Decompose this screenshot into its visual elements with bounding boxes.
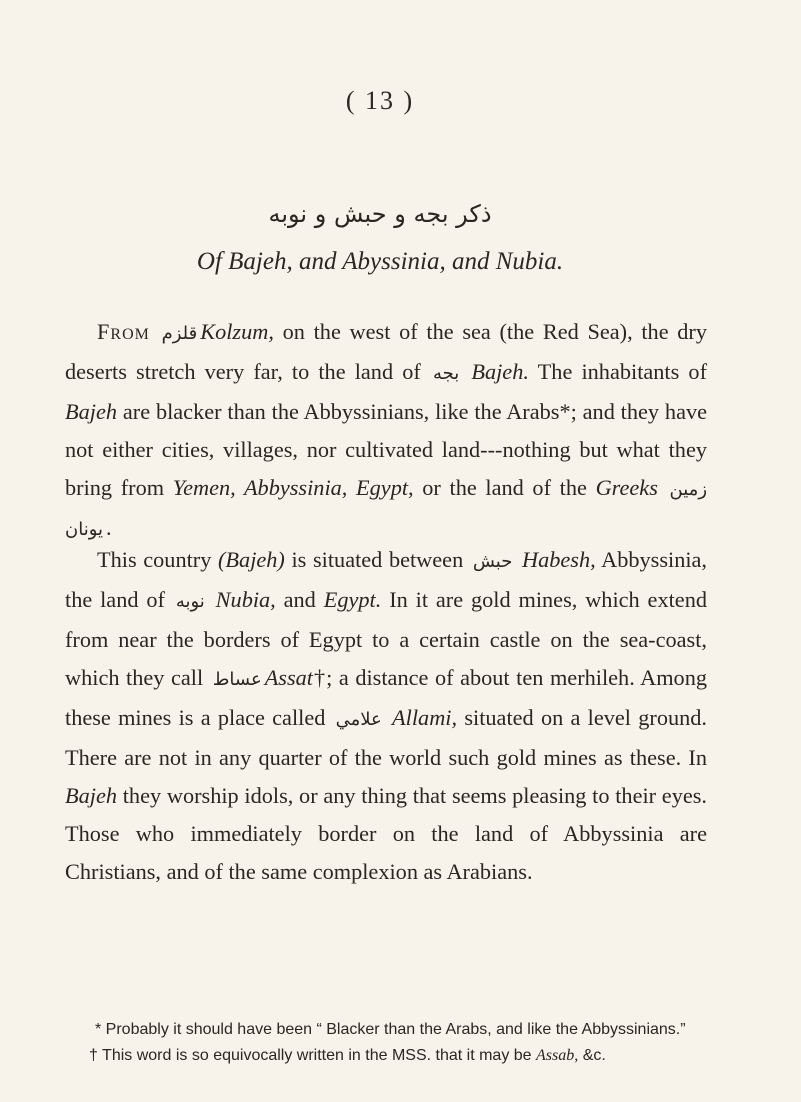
footnote-2-italic: Assab,	[536, 1047, 579, 1064]
assat: Assat	[264, 665, 314, 690]
footnote-2	[65, 1044, 707, 1068]
p2-text-4: and	[283, 587, 316, 612]
arabic-greeks: زمين يونان	[65, 479, 708, 540]
footnotes	[65, 1018, 707, 1068]
egypt-2: Egypt.	[323, 587, 382, 612]
kolzum: Kolzum,	[200, 319, 274, 344]
arabic-title: ذكر بجه و حبش و نوبه	[268, 200, 492, 228]
p1-end: .	[106, 515, 112, 540]
habesh: Habesh,	[522, 547, 596, 572]
p2-text-2: is situated between	[291, 547, 464, 572]
arabic-bajeh: بجه	[432, 363, 460, 384]
bajeh: Bajeh.	[471, 359, 529, 384]
section-title: Of Bajeh, and Abyssinia, and Nubia.	[196, 248, 564, 275]
bajeh-paren: (Bajeh)	[218, 547, 285, 572]
p2-text-1: This country	[97, 547, 212, 572]
arabic-allami: علامي	[335, 709, 382, 730]
p1-text-4: or the land of the	[422, 475, 587, 500]
arabic-nubia: نوبه	[175, 591, 205, 612]
footnote-2-text: † This word is so equivocally written in the MSS. that it may be	[89, 1047, 532, 1064]
allami: Allami,	[392, 705, 458, 730]
from-word: From	[97, 319, 150, 344]
footnote-2-end: &c.	[582, 1047, 606, 1064]
p2-text-6: †; a distance of about ten merhileh. Among these mines is a place called	[65, 665, 707, 730]
p2-text-8: they worship idols, or any thing that seems pleasing to their eyes. Those who immediately border on the land of Abbyssinia are Christians, and of the same complexion as Arabians.	[65, 783, 707, 884]
footnote-1: * Probably it should have been “ Blacker than the Arabs, and like the Abbyssinians.”	[95, 1021, 686, 1038]
arabic-assat: عساط	[212, 669, 262, 690]
paragraph-1	[65, 313, 707, 549]
bajeh-3: Bajeh	[65, 783, 118, 808]
p2-text-5: In it are gold mines, which extend from near the borders of Egypt to a certain castle on the sea-coast, which they call	[65, 587, 707, 690]
bajeh-2: Bajeh	[65, 399, 118, 424]
greeks: Greeks	[595, 475, 658, 500]
arabic-habesh: حبش	[472, 551, 513, 572]
arabic-kolzum: قلزم	[161, 323, 198, 344]
p1-text-2: The inhabitants of	[537, 359, 708, 384]
p1-text-1: on the west of the sea (the Red Sea), the dry deserts stretch very far, to the land of	[65, 319, 708, 384]
egypt: Egypt,	[356, 475, 414, 500]
p2-text-3: Abbyssinia, the land of	[65, 547, 708, 612]
paragraph-2	[65, 541, 707, 891]
nubia: Nubia,	[215, 587, 276, 612]
yemen-abyssinia: Yemen, Abbyssinia,	[172, 475, 348, 500]
page-number: ( 13 )	[345, 86, 415, 115]
p1-text-3: are blacker than the Abbyssinians, like the Arabs*; and they have not either cities, villages, nor cultivated land---nothing but what they bring from	[65, 399, 708, 500]
p2-text-7: situated on a level ground. There are not in any quarter of the world such gold mines as these. In	[65, 705, 707, 770]
